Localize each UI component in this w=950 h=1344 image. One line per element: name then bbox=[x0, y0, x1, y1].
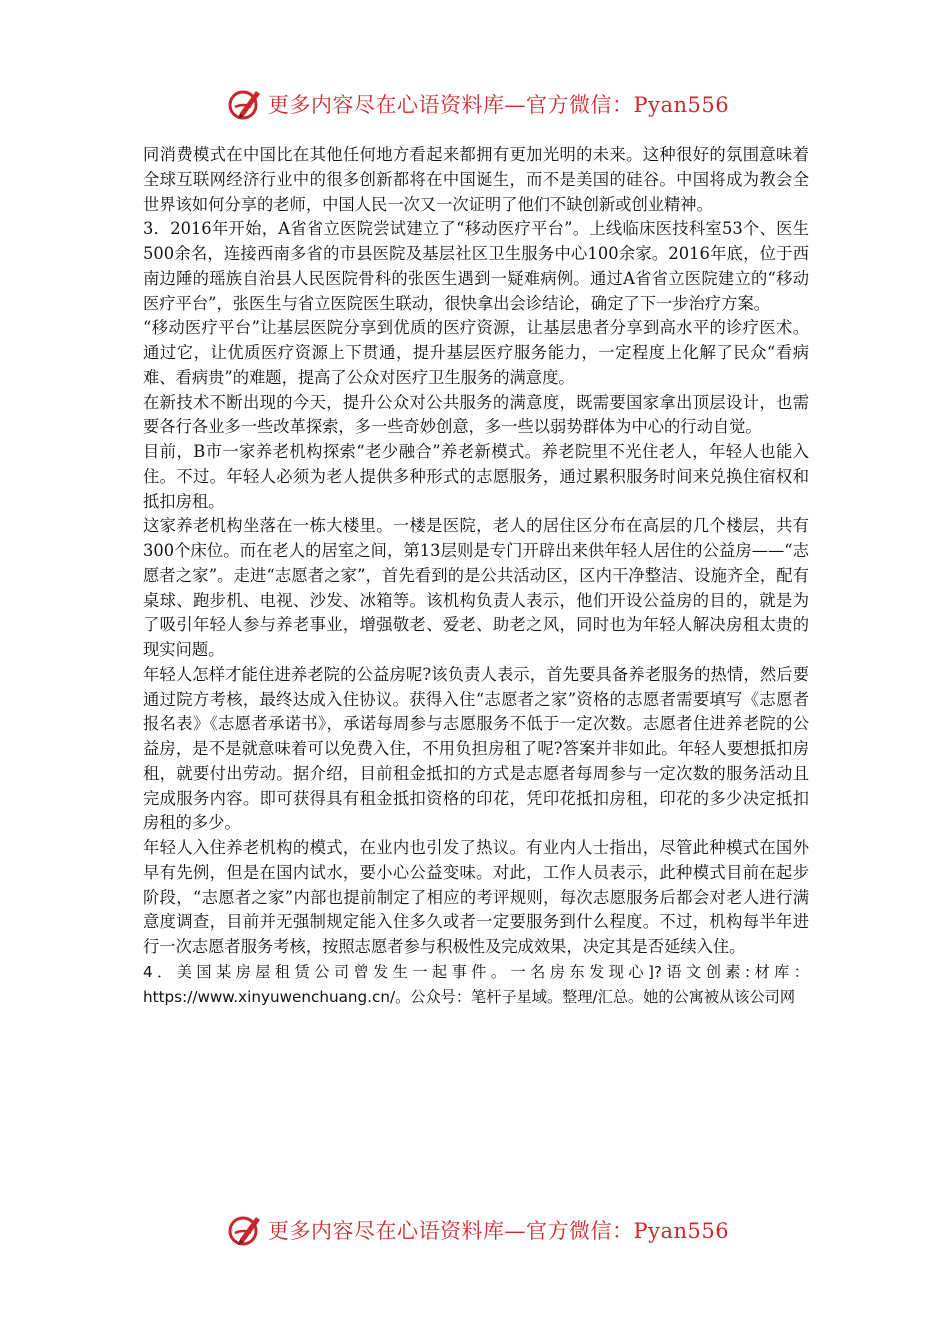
paragraph: “移动医疗平台”让基层医院分享到优质的医疗资源，让基层患者分享到高水平的诊疗医术。通过它，让优质医疗资源上下贯通，提升基层医疗服务能力，一定程度上化解了民众“看病难、看病贵”的难题，提高了公众对医疗卫生服务的满意度。 bbox=[143, 318, 809, 387]
brand-logo-icon bbox=[226, 1211, 264, 1249]
footer-banner-text: 更多内容尽在心语资料库—官方微信：Pyan556 bbox=[268, 1219, 730, 1243]
paragraph-question-4: 4．美国某房屋租赁公司曾发生一起事件。一名房东发现心]?语文创素:材库：https://www.xinyuwenchuang.cn/。公众号：笔杆子星域。整理/汇总。她的公寓被从该公司网 bbox=[143, 962, 809, 1006]
footer-banner bbox=[226, 1210, 730, 1250]
brand-logo-icon bbox=[226, 85, 264, 123]
paragraph: 同消费模式在中国比在其他任何地方看起来都拥有更加光明的未来。这种很好的氛围意味着全球互联网经济行业中的很多创新都将在中国诞生，而不是美国的硅谷。中国将成为教会全世界该如何分享的老师，中国人民一次又一次证明了他们不缺创新或创业精神。 bbox=[143, 145, 809, 214]
paragraph: 目前，B市一家养老机构探索“老少融合”养老新模式。养老院里不光住老人，年轻人也能入住。不过。年轻人必须为老人提供多种形式的志愿服务，通过累积服务时间来兑换住宿权和抵扣房租。 bbox=[143, 442, 809, 511]
paragraph: 年轻人怎样才能住进养老院的公益房呢?该负责人表示，首先要具备养老服务的热情，然后要通过院方考核，最终达成入住协议。获得入住“志愿者之家”资格的志愿者需要填写《志愿者报名表》《志愿者承诺书》，承诺每周参与志愿服务不低于一定次数。志愿者住进养老院的公益房，是不是就意味着可以免费入住，不用负担房租了呢?答案并非如此。年轻人要想抵扣房租，就要付出劳动。据介绍，目前租金抵扣的方式是志愿者每周参与一定次数的服务活动且完成服务内容。即可获得具有租金抵扣资格的印花，凭印花抵扣房租，印花的多少决定抵扣房租的多少。 bbox=[143, 664, 809, 833]
paragraph: 3．2016年开始，A省省立医院尝试建立了“移动医疗平台”。上线临床医技科室53个、医生500余名，连接西南多省的市县医院及基层社区卫生服务中心100余家。2016年底，位于西南边陲的瑶族自治县人民医院骨科的张医生遇到一疑难病例。通过A省省立医院建立的“移动医疗平台”，张医生与省立医院医生联动，很快拿出会诊结论，确定了下一步治疗方案。 bbox=[143, 219, 809, 313]
paragraph: 这家养老机构坐落在一栋大楼里。一楼是医院，老人的居住区分布在高层的几个楼层，共有300个床位。而在老人的居室之间，第13层则是专门开辟出来供年轻人居住的公益房——“志愿者之家”。走进“志愿者之家”，首先看到的是公共活动区，区内干净整洁、设施齐全，配有桌球、跑步机、电视、沙发、冰箱等。该机构负责人表示，他们开设公益房的目的，就是为了吸引年轻人参与养老事业，增强敬老、爱老、助老之风，同时也为年轻人解决房租太贵的现实问题。 bbox=[143, 516, 809, 659]
paragraph: 年轻人入住养老机构的模式，在业内也引发了热议。有业内人士指出，尽管此种模式在国外早有先例，但是在国内试水，要小心公益变味。对此，工作人员表示，此种模式目前在起步阶段，“志愿者之家”内部也提前制定了相应的考评规则，每次志愿服务后都会对老人进行满意度调查，目前并无强制规定能入住多久或者一定要服务到什么程度。不过，机构每半年进行一次志愿者服务考核，按照志愿者参与积极性及完成效果，决定其是否延续入住。 bbox=[143, 838, 809, 956]
document-body bbox=[143, 143, 809, 1009]
header-banner bbox=[226, 84, 730, 124]
paragraph: 在新技术不断出现的今天，提升公众对公共服务的满意度，既需要国家拿出顶层设计，也需要各行各业多一些改革探索，多一些奇妙创意，多一些以弱势群体为中心的行动自觉。 bbox=[143, 392, 809, 437]
header-banner-text: 更多内容尽在心语资料库—官方微信：Pyan556 bbox=[268, 93, 730, 117]
